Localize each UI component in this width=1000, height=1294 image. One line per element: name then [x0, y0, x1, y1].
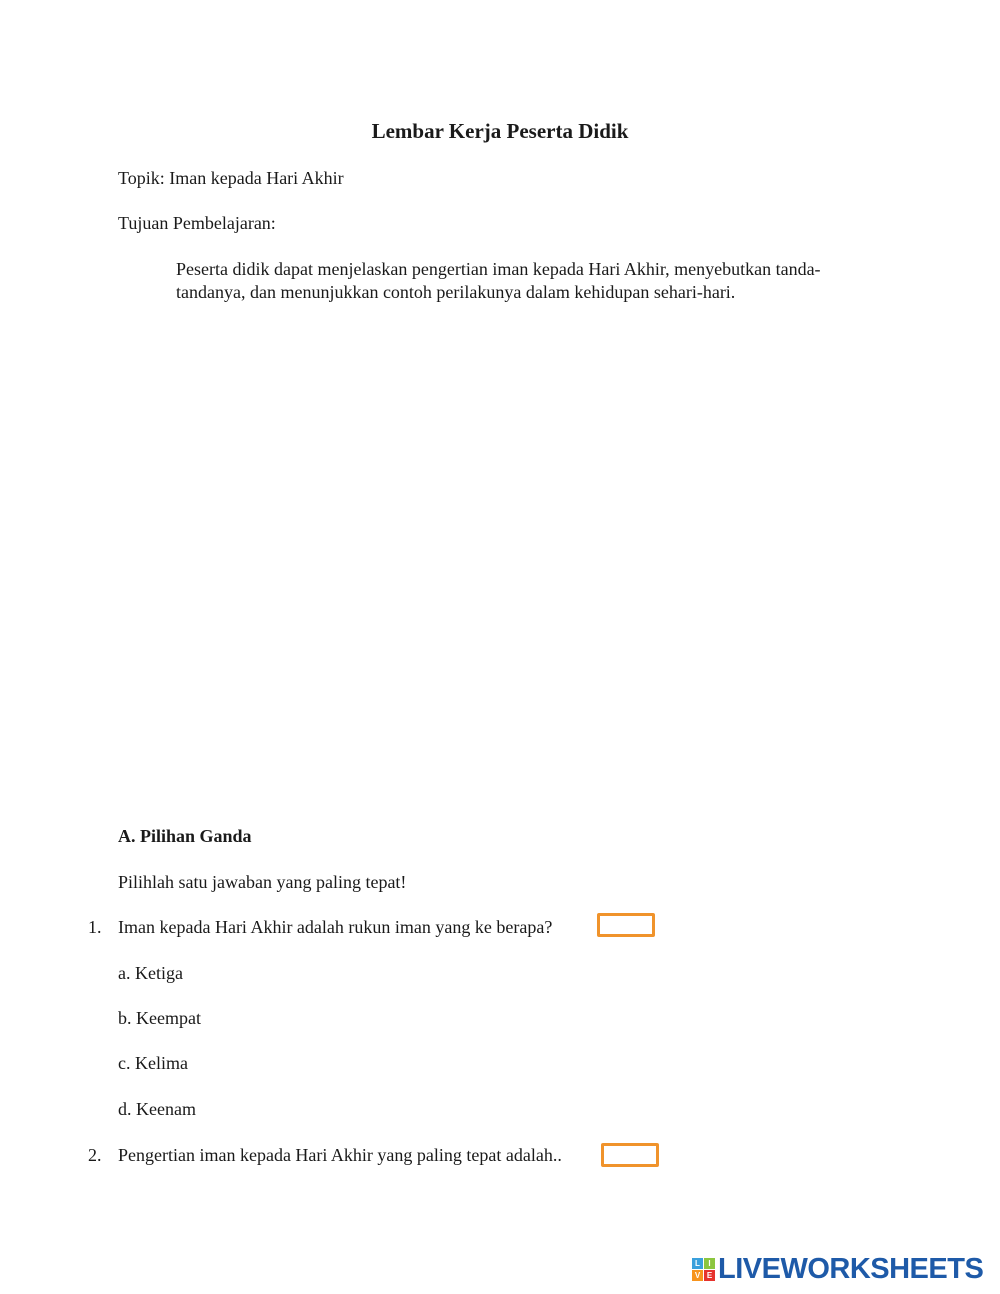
- logo-letter: V: [692, 1270, 703, 1281]
- logo-mark-icon: [692, 1258, 715, 1281]
- answer-input-1[interactable]: [597, 913, 655, 937]
- question-text: Iman kepada Hari Akhir adalah rukun iman yang ke berapa?: [118, 917, 553, 937]
- question-text: Pengertian iman kepada Hari Akhir yang paling tepat adalah..: [118, 1145, 562, 1165]
- option-item: c. Kelima: [118, 1053, 188, 1073]
- page-title: Lembar Kerja Peserta Didik: [371, 119, 629, 143]
- topic-line: Topik: Iman kepada Hari Akhir: [118, 168, 344, 188]
- section-instruction: Pilihlah satu jawaban yang paling tepat!: [118, 872, 407, 892]
- objective-text: Peserta didik dapat menjelaskan pengertian iman kepada Hari Akhir, menyebutkan tanda-tandanya, dan menunjukkan contoh perilakunya dalam kehidupan sehari-hari.: [176, 259, 821, 302]
- option-item: d. Keenam: [118, 1099, 196, 1119]
- section-heading: A. Pilihan Ganda: [118, 826, 252, 846]
- logo-letter: I: [704, 1258, 715, 1269]
- question-number: 2.: [88, 1145, 102, 1165]
- logo-letter: L: [692, 1258, 703, 1269]
- answer-input-2[interactable]: [601, 1143, 659, 1167]
- brand-name: LIVEWORKSHEETS: [718, 1252, 984, 1285]
- option-item: a. Ketiga: [118, 963, 183, 983]
- objective-heading: Tujuan Pembelajaran:: [118, 213, 276, 233]
- question-number: 1.: [88, 917, 102, 937]
- option-item: b. Keempat: [118, 1008, 201, 1028]
- liveworksheets-logo: [692, 1254, 983, 1284]
- logo-letter: E: [704, 1270, 715, 1281]
